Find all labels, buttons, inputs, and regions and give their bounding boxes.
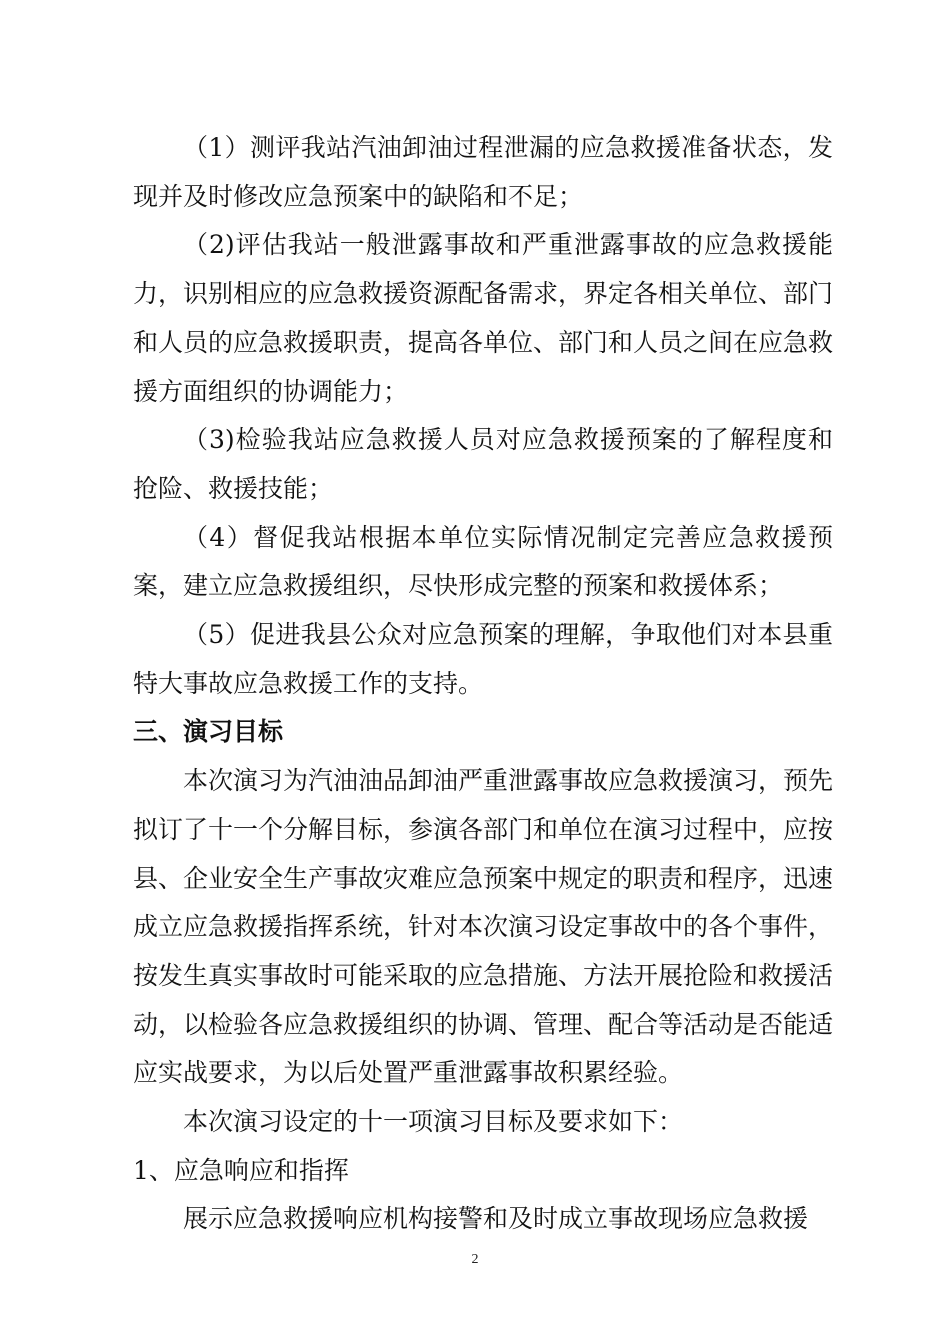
section-paragraph-1: 本次演习为汽油油品卸油严重泄露事故应急救援演习，预先拟订了十一个分解目标，参演各部门和单位在演习过程中，应按县、企业安全生产事故灾难应急预案中规定的职责和程序，迅速成立应急救援指挥系统，针对本次演习设定事故中的各个事件，按发生真实事故时可能采取的应急措施、方法开展抢险和救援活动，以检验各应急救援组织的协调、管理、配合等活动是否能适应实战要求，为以后处置严重泄露事故积累经验。 [133,766,834,1088]
document-body [133,124,833,1244]
page-number: 2 [471,1252,479,1267]
last-paragraph: 展示应急救援响应机构接警和及时成立事故现场应急救援 [183,1204,809,1234]
list-item-1: （1）测评我站汽油卸油过程泄漏的应急救援准备状态，发现并及时修改应急预案中的缺陷和不足； [133,133,833,211]
sub-heading: 1、应急响应和指挥 [133,1155,349,1185]
list-item-5: （5）促进我县公众对应急预案的理解，争取他们对本县重特大事故应急救援工作的支持。 [133,620,833,698]
list-item-3: （3)检验我站应急救援人员对应急救援预案的了解程度和抢险、救援技能； [133,425,833,503]
section-paragraph-2: 本次演习设定的十一项演习目标及要求如下： [183,1107,684,1137]
section-heading: 三、演习目标 [133,717,284,747]
list-item-4: （4）督促我站根据本单位实际情况制定完善应急救援预案，建立应急救援组织，尽快形成完整的预案和救援体系； [133,522,833,601]
list-item-2: （2)评估我站一般泄露事故和严重泄露事故的应急救援能力，识别相应的应急救援资源配备需求，界定各相关单位、部门和人员的应急救援职责，提高各单位、部门和人员之间在应急救援方面组织的协调能力； [133,230,834,406]
